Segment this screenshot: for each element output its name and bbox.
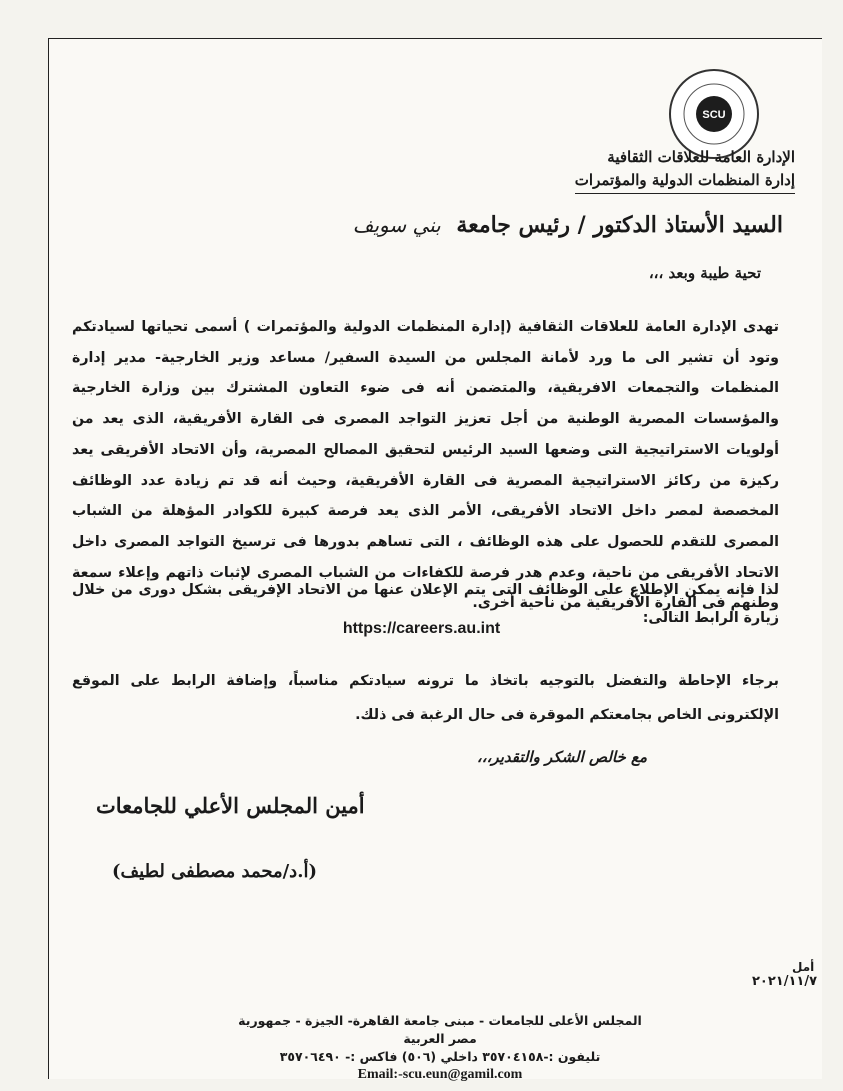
dept-line-2: إدارة المنظمات الدولية والمؤتمرات bbox=[575, 169, 795, 194]
closing-thanks: مع خالص الشكر والتقدير،،، bbox=[476, 748, 647, 766]
addressee-handwritten: بني سويف bbox=[352, 213, 441, 237]
footer bbox=[230, 1012, 650, 1084]
typist-initials: أمل bbox=[792, 960, 815, 974]
body-paragraph-3: برجاء الإحاطة والتفضل بالتوجيه باتخاذ ما ترونه سيادتكم مناسباً، وإضافة الرابط على الموقع الإلكترونى الخاص بجامعتكم الموقرة فى حال الرغبة فى ذلك. bbox=[72, 673, 779, 723]
letter-date: ٢٠٢١/١١/٧ bbox=[752, 974, 818, 989]
greeting: تحية طيبة وبعد ،،، bbox=[648, 264, 761, 282]
body-paragraph-1: تهدى الإدارة العامة للعلاقات الثقافية (إدارة المنظمات الدولية والمؤتمرات ) أسمى تحياتها لسيادتكم وتود أن تشير الى ما ورد لأمانة المجلس من السيدة السفير/ مساعد وزير الخارجية- مدير إدارة المنظمات والتجمعات الافريقية، والمتضمن أنه فى ضوء التعاون المشترك بين وزارة الخارجية والمؤسسات المصرية الوطنية من أجل تعزيز التواجد المصرى فى القارة الأفريقية، الذى يعد من أولويات الاستراتيجية التى وضعها السيد الرئيس لتحقيق المصالح المصرية، وأن الاتحاد الأفريقى يعد ركيزة من ركائز الاستراتيجية المصرية فى القارة الأفريقية، وحيث أنه قد تم زيادة عدد الوظائف المخصصة لمصر داخل الاتحاد الأفريقى، الأمر الذى يعد فرصة كبيرة للكوادر المؤهلة من الشباب المصرى للتقدم للحصول على هذه الوظائف ، التى تساهم بدورها فى ترسيخ التواجد المصرى داخل الاتحاد الأفريقى من ناحية، وعدم هدر فرصة للكفاءات من الشباب المصرى لإثبات ذاتهم وإعلاء سمعة وطنهم فى القارة الأفريقية من ناحية أخرى. bbox=[72, 319, 779, 612]
footer-email: Email:-scu.eun@gamil.com bbox=[357, 1067, 523, 1082]
signatory-title: أمين المجلس الأعلي للجامعات bbox=[96, 793, 365, 818]
body-paragraph-2: لذا فإنه يمكن الإطلاع على الوظائف التى يتم الإعلان عنها من الاتحاد الإفريقى بشكل دورى من خلال زيارة الرابط التالى: bbox=[72, 582, 779, 626]
footer-address: المجلس الأعلى للجامعات - مبنى جامعة القاهرة- الجيزة - جمهورية مصر العربية bbox=[238, 1013, 642, 1046]
addressee-title: السيد الأستاذ الدكتور / رئيس جامعة bbox=[456, 212, 783, 238]
addressee bbox=[353, 212, 783, 238]
dept-line-1: الإدارة العامة للعلاقات الثقافية bbox=[607, 148, 795, 166]
careers-link[interactable]: https://careers.au.int bbox=[342, 620, 501, 637]
footer-phones: تليفون :-٣٥٧٠٤١٥٨ داخلي (٥٠٦) فاكس :- ٣٥٧٠٦٤٩٠ bbox=[279, 1049, 601, 1064]
signatory-name: (أ.د/محمد مصطفى لطيف) bbox=[112, 861, 317, 882]
logo-abbr: SCU bbox=[702, 109, 726, 121]
department-header bbox=[575, 146, 795, 194]
